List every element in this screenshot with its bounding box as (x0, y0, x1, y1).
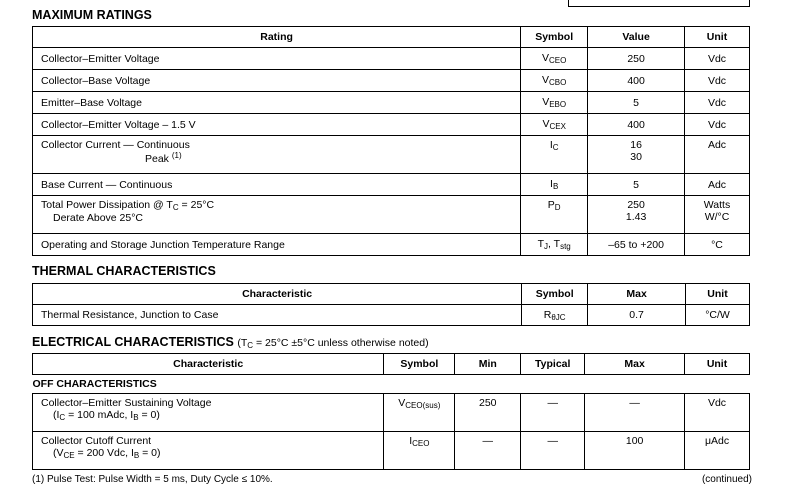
off-characteristics-row (33, 375, 750, 394)
value-cell: –65 to +200 (588, 234, 685, 256)
unit-cell: Adc (685, 136, 750, 174)
value-cell: 250 1.43 (588, 196, 685, 234)
characteristic-cell: Collector–Emitter Sustaining Voltage ($I_C = 100$ mAdc, $I_B = 0$) (33, 394, 384, 432)
table-row (33, 70, 750, 92)
electrical-title: ELECTRICAL CHARACTERISTICS ($T_C = 25^\circ C \pm 5^\circ C$ unless otherwise noted) (32, 335, 429, 350)
table-row (33, 48, 750, 70)
off-characteristics-title: OFF CHARACTERISTICS (33, 375, 750, 394)
rating-cell: Collector–Emitter Voltage – 1.5 V (33, 114, 521, 136)
symbol-cell: $V_{CBO}$ (521, 70, 588, 92)
col-characteristic: Characteristic (33, 284, 522, 305)
col-value: Value (588, 27, 685, 48)
col-min: Min (455, 354, 521, 375)
unit-cell: μAdc (685, 432, 750, 470)
electrical-note: ($T_C = 25^\circ C \pm 5^\circ C$ unless otherwise noted) (237, 337, 429, 350)
unit-cell: °C/W (686, 305, 750, 326)
unit-cell: Vdc (685, 114, 750, 136)
max-ratings-title: MAXIMUM RATINGS (32, 8, 152, 22)
electrical-table (32, 353, 750, 470)
rating-cell: Collector–Base Voltage (33, 70, 521, 92)
max-header-row (33, 27, 750, 48)
symbol-cell: $V_{CEO(sus)}$ (384, 394, 455, 432)
rating-cell: Emitter–Base Voltage (33, 92, 521, 114)
table-row (33, 432, 750, 470)
unit-cell: Vdc (685, 92, 750, 114)
symbol-cell: $P_D$ (521, 196, 588, 234)
col-rating: Rating (33, 27, 521, 48)
value-cell: 250 (588, 48, 685, 70)
symbol-cell: $V_{EBO}$ (521, 92, 588, 114)
typical-cell: — (521, 432, 585, 470)
table-row (33, 196, 750, 234)
value-cell: 5 (588, 174, 685, 196)
unit-cell: Vdc (685, 70, 750, 92)
typical-cell: — (521, 394, 585, 432)
max-ratings-table (32, 26, 750, 256)
value-cell: 400 (588, 114, 685, 136)
value-cell: 16 30 (588, 136, 685, 174)
thermal-title: THERMAL CHARACTERISTICS (32, 264, 216, 278)
unit-cell: Watts W/°C (685, 196, 750, 234)
thermal-header-row (33, 284, 750, 305)
continued-label: (continued) (701, 474, 752, 485)
table-row (33, 114, 750, 136)
rating-cell: Collector Current — Continuous Peak $^{(1)}$ (33, 136, 521, 174)
col-characteristic: Characteristic (33, 354, 384, 375)
col-max: Max (585, 354, 685, 375)
col-symbol: Symbol (522, 284, 588, 305)
max-cell: — (585, 394, 685, 432)
characteristic-cell: Collector Cutoff Current ($V_{CE} = 200$ Vdc, $I_B = 0$) (33, 432, 384, 470)
top-box (568, 0, 750, 7)
table-row (33, 234, 750, 256)
symbol-cell: $V_{CEX}$ (521, 114, 588, 136)
table-row (33, 136, 750, 174)
col-unit: Unit (685, 27, 750, 48)
rating-cell: Operating and Storage Junction Temperature Range (33, 234, 521, 256)
value-cell: 5 (588, 92, 685, 114)
symbol-cell: $I_C$ (521, 136, 588, 174)
thermal-table (32, 283, 750, 326)
table-row (33, 305, 750, 326)
footnote: (1) Pulse Test: Pulse Width = 5 ms, Duty Cycle ≤ 10%. (32, 474, 273, 485)
unit-cell: Vdc (685, 48, 750, 70)
rating-cell: Collector–Emitter Voltage (33, 48, 521, 70)
symbol-cell: $T_J$, $T_{stg}$ (521, 234, 588, 256)
table-row (33, 174, 750, 196)
col-unit: Unit (685, 354, 750, 375)
value-cell: 400 (588, 70, 685, 92)
characteristic-cell: Thermal Resistance, Junction to Case (33, 305, 522, 326)
symbol-cell: $I_{CEO}$ (384, 432, 455, 470)
col-max: Max (588, 284, 686, 305)
table-row (33, 92, 750, 114)
elec-header-row (33, 354, 750, 375)
min-cell: — (455, 432, 521, 470)
symbol-cell: $V_{CEO}$ (521, 48, 588, 70)
col-symbol: Symbol (521, 27, 588, 48)
col-unit: Unit (686, 284, 750, 305)
min-cell: 250 (455, 394, 521, 432)
rating-cell: Total Power Dissipation @ $T_C = 25^\circ C$ Derate Above 25°C (33, 196, 521, 234)
unit-cell: °C (685, 234, 750, 256)
symbol-cell: $R_{\theta JC}$ (522, 305, 588, 326)
col-symbol: Symbol (384, 354, 455, 375)
rating-cell: Base Current — Continuous (33, 174, 521, 196)
max-cell: 0.7 (588, 305, 686, 326)
col-typical: Typical (521, 354, 585, 375)
max-cell: 100 (585, 432, 685, 470)
unit-cell: Vdc (685, 394, 750, 432)
table-row (33, 394, 750, 432)
unit-cell: Adc (685, 174, 750, 196)
symbol-cell: $I_B$ (521, 174, 588, 196)
